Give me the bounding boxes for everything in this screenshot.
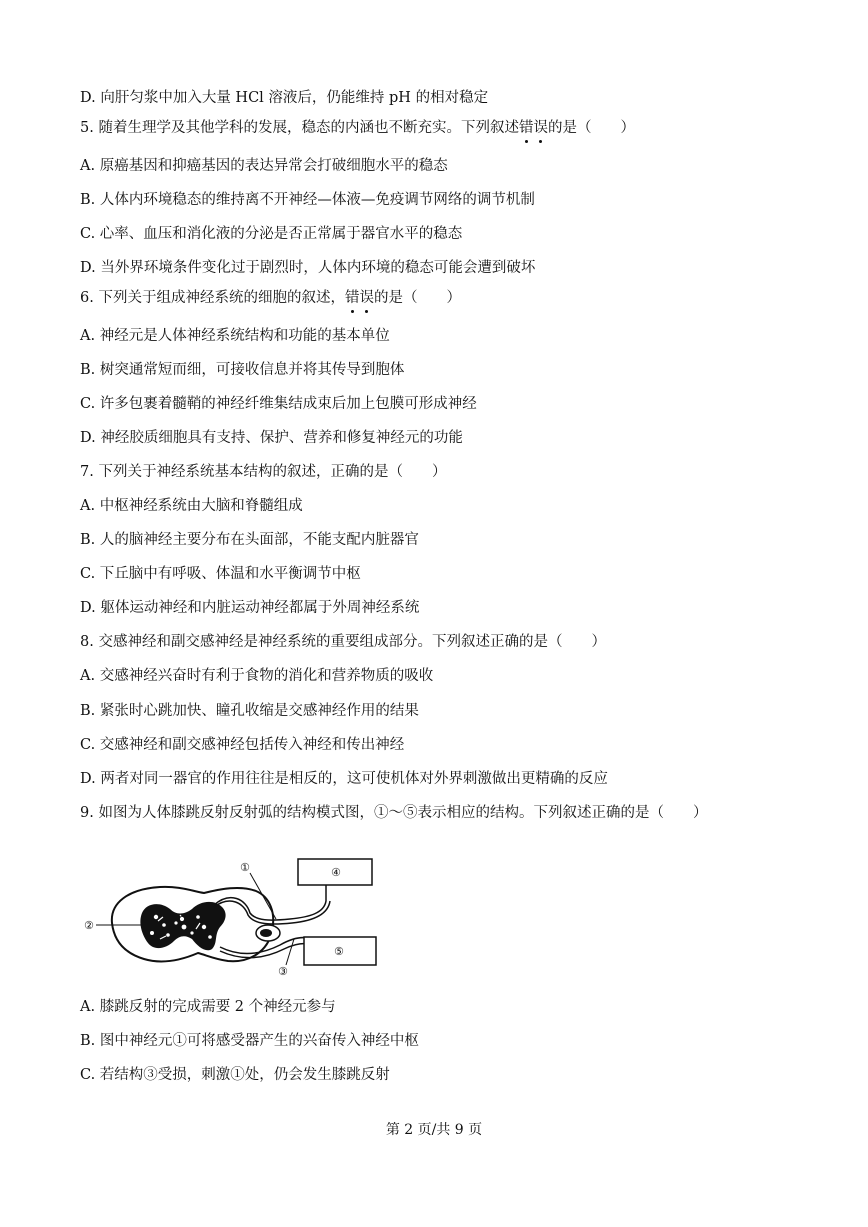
stem-tail: 的是（ ） xyxy=(373,290,461,306)
q7-option-a: A. 中枢神经系统由大脑和脊髓组成 xyxy=(80,498,303,514)
q9-option-c: C. 若结构③受损，刺激①处，仍会发生膝跳反射 xyxy=(80,1067,390,1083)
question-8-stem: 8. 交感神经和副交感神经是神经系统的重要组成部分。下列叙述正确的是（ ） xyxy=(80,634,606,650)
q7-option-d: D. 躯体运动神经和内脏运动神经都属于外周神经系统 xyxy=(80,600,420,616)
emphasis-char: 误 xyxy=(533,120,548,136)
q8-option-a: A. 交感神经兴奋时有利于食物的消化和营养物质的吸收 xyxy=(80,668,434,684)
stem-text: 5. 随着生理学及其他学科的发展，稳态的内涵也不断充实。下列叙述 xyxy=(80,120,519,136)
q5-option-a: A. 原癌基因和抑癌基因的表达异常会打破细胞水平的稳态 xyxy=(80,158,448,174)
reflex-arc-diagram xyxy=(80,855,390,980)
q6-option-d: D. 神经胶质细胞具有支持、保护、营养和修复神经元的功能 xyxy=(80,430,463,446)
q6-option-a: A. 神经元是人体神经系统结构和功能的基本单位 xyxy=(80,328,390,344)
page-footer: 第 2 页/共 9 页 xyxy=(385,1122,483,1138)
q8-option-b: B. 紧张时心跳加快、瞳孔收缩是交感神经作用的结果 xyxy=(80,703,419,719)
stem-tail: 的是（ ） xyxy=(547,120,635,136)
emphasis-char: 误 xyxy=(359,290,374,306)
question-9-stem: 9. 如图为人体膝跳反射反射弧的结构模式图，①～⑤表示相应的结构。下列叙述正确的是（ ） xyxy=(80,805,708,821)
label-4: ④ xyxy=(331,866,341,879)
label-2: ② xyxy=(84,919,94,932)
emphasis-char: 错 xyxy=(518,120,534,136)
q5-option-d: D. 当外界环境条件变化过于剧烈时，人体内环境的稳态可能会遭到破坏 xyxy=(80,260,536,276)
q7-option-c: C. 下丘脑中有呼吸、体温和水平衡调节中枢 xyxy=(80,566,361,582)
q4-option-d: D. 向肝匀浆中加入大量 HCl 溶液后，仍能维持 pH 的相对稳定 xyxy=(80,90,489,106)
q6-option-c: C. 许多包裹着髓鞘的神经纤维集结成束后加上包膜可形成神经 xyxy=(80,396,477,412)
q7-option-b: B. 人的脑神经主要分布在头面部，不能支配内脏器官 xyxy=(80,532,419,548)
label-1: ① xyxy=(240,861,250,874)
emphasis-char: 错 xyxy=(344,290,360,306)
q5-option-c: C. 心率、血压和消化液的分泌是否正常属于器官水平的稳态 xyxy=(80,226,463,242)
q5-option-b: B. 人体内环境稳态的维持离不开神经—体液—免疫调节网络的调节机制 xyxy=(80,192,535,208)
question-6-stem xyxy=(80,288,461,308)
q8-option-c: C. 交感神经和副交感神经包括传入神经和传出神经 xyxy=(80,737,405,753)
label-3: ③ xyxy=(278,965,288,978)
q6-option-b: B. 树突通常短而细，可接收信息并将其传导到胞体 xyxy=(80,362,405,378)
stem-text: 6. 下列关于组成神经系统的细胞的叙述， xyxy=(80,290,345,306)
question-7-stem: 7. 下列关于神经系统基本结构的叙述，正确的是（ ） xyxy=(80,464,447,480)
q8-option-d: D. 两者对同一器官的作用往往是相反的，这可使机体对外界刺激做出更精确的反应 xyxy=(80,771,608,787)
q9-option-b: B. 图中神经元①可将感受器产生的兴奋传入神经中枢 xyxy=(80,1033,419,1049)
label-5: ⑤ xyxy=(334,945,344,958)
q9-option-a: A. 膝跳反射的完成需要 2 个神经元参与 xyxy=(80,999,336,1015)
question-5-stem xyxy=(80,118,635,138)
